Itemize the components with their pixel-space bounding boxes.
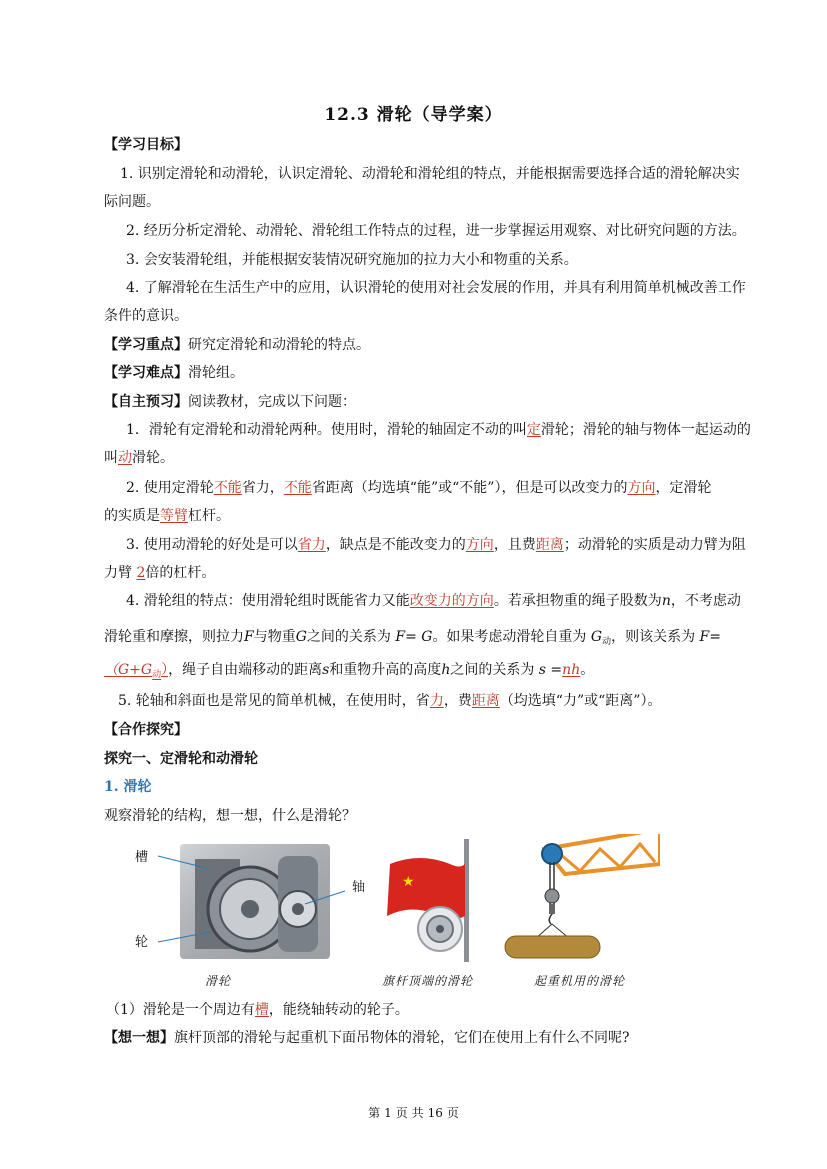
- footer-page-number: 1: [384, 1106, 392, 1120]
- explore-1-heading: 探究一、定滑轮和动滑轮: [104, 751, 258, 767]
- q4-text-e: 与物重: [253, 629, 296, 645]
- svg-text:★: ★: [402, 874, 415, 890]
- q4-sub-dong: 动: [602, 637, 612, 647]
- footer-mid: 页 共: [395, 1106, 424, 1120]
- crane-image: [505, 834, 660, 958]
- q4-formula-3c: 。: [580, 662, 595, 678]
- q4-text-f: 之间的关系为: [306, 629, 391, 645]
- q3-text-c: ，且费: [493, 537, 536, 553]
- q3-text-d: ；动滑轮的实质是动力臂为阻: [563, 537, 746, 553]
- difficulty-point: [104, 363, 754, 383]
- think-label: 【想一想】: [104, 1030, 174, 1046]
- q4-var-n: n: [661, 593, 671, 609]
- preview-label: 【自主预习】: [104, 394, 188, 410]
- q3-answer-4: 2: [136, 565, 146, 581]
- think-text: 旗杆顶部的滑轮与起重机下面吊物体的滑轮，它们在使用上有什么不同呢?: [174, 1030, 630, 1046]
- think-prompt: [104, 1028, 754, 1048]
- q1-text-c: 叫: [104, 450, 118, 466]
- q4-text-d: 滑轮重和摩擦，则拉力: [104, 629, 244, 645]
- pulley-subheading: 1. 滑轮: [104, 779, 152, 795]
- objective-1-cont: 际问题。: [104, 194, 160, 210]
- q5-answer-2: 距离: [471, 693, 500, 709]
- question-2-cont: [104, 506, 754, 526]
- label-wheel: 轮: [135, 935, 149, 950]
- q4-text-g: 。如果考虑动滑轮自重为: [432, 629, 587, 645]
- observe-prompt: 观察滑轮的结构，想一想，什么是滑轮？: [104, 808, 356, 824]
- definition-text-b: ，能绕轴转动的轮子。: [268, 1002, 409, 1018]
- q2-answer-1: 不能: [213, 480, 242, 496]
- question-3-cont: [104, 563, 754, 583]
- q2-text-f: 杠杆。: [188, 508, 230, 524]
- definition-answer: 槽: [254, 1002, 269, 1018]
- q1-text-a: 1．滑轮有定滑轮和动滑轮两种。使用时，滑轮的轴固定不动的叫: [126, 422, 527, 438]
- q3-answer-3: 距离: [535, 537, 564, 553]
- label-groove: 槽: [135, 850, 149, 865]
- caption-pulley: 滑轮: [205, 974, 232, 988]
- preview-heading: [104, 392, 754, 412]
- q1-text-b: 滑轮；滑轮的轴与物体一起运动的: [540, 422, 751, 438]
- q4-text-h: ，则该关系为: [611, 629, 696, 645]
- q4-formula-3-answer: nh: [562, 662, 581, 678]
- caption-crane: 起重机用的滑轮: [534, 974, 626, 988]
- q1-answer-2: 动: [118, 450, 132, 466]
- q4-answer-1: 改变力的方向: [409, 593, 494, 609]
- label-axle: 轴: [352, 880, 366, 895]
- flagpole-image: [387, 839, 469, 962]
- pulley-definition: [106, 1000, 756, 1020]
- objective-4-cont: 条件的意识。: [104, 308, 188, 324]
- footer-pre: 第: [368, 1106, 381, 1120]
- q2-text-d: ，定滑轮: [655, 480, 712, 496]
- key-text: 研究定滑轮和动滑轮的特点。: [188, 337, 370, 353]
- q4-var-h: h: [441, 662, 451, 678]
- objectives-heading: 【学习目标】: [104, 137, 188, 153]
- difficulty-text: 滑轮组。: [188, 365, 244, 381]
- q3-answer-1: 省力: [297, 537, 326, 553]
- objective-4: 4. 了解滑轮在生活生产中的应用，认识滑轮的使用对社会发展的作用，并具有利用简单机械改善工作: [126, 280, 746, 296]
- q5-text-a: 5. 轮轴和斜面也是常见的简单机械，在使用时，省: [118, 693, 430, 709]
- caption-flagpole: 旗杆顶端的滑轮: [382, 974, 474, 988]
- q5-text-c: （均选填“力”或“距离”）。: [499, 693, 662, 709]
- question-1-cont: [104, 448, 754, 468]
- q4-text-k: 之间的关系为: [450, 662, 535, 678]
- question-4-cont-1: [104, 627, 754, 652]
- objective-2: 2. 经历分析定滑轮、动滑轮、滑轮组工作特点的过程，进一步掌握运用观察、对比研究问题的方法。: [126, 223, 746, 239]
- q4-formula-2-sub: 动: [152, 670, 162, 680]
- q2-text-b: 省力，: [241, 480, 284, 496]
- q1-answer-1: 定: [526, 422, 541, 438]
- q3-text-a: 3. 使用动滑轮的好处是可以: [126, 537, 298, 553]
- q4-text-j: 和重物升高的高度: [329, 662, 442, 678]
- question-3: [126, 535, 776, 555]
- q2-answer-3: 方向: [627, 480, 656, 496]
- q1-text-d: 滑轮。: [132, 450, 174, 466]
- question-4-cont-2: [104, 660, 754, 685]
- objective-1: 1. 识别定滑轮和动滑轮，认识定滑轮、动滑轮和滑轮组的特点，并能根据需要选择合适的滑轮解决实: [120, 166, 740, 182]
- definition-text-a: （1）滑轮是一个周边有: [106, 1002, 255, 1018]
- q4-var-F2: F=: [699, 629, 721, 645]
- q4-var-s: s: [322, 662, 330, 678]
- question-5: [118, 691, 768, 711]
- q4-text-i: ，绳子自由端移动的距离: [168, 662, 323, 678]
- key-label: 【学习重点】: [104, 337, 188, 353]
- q3-text-e: 力臂: [104, 565, 132, 581]
- pulley-photo: [180, 844, 330, 959]
- preview-intro: 阅读教材，完成以下问题：: [188, 394, 356, 410]
- footer-post: 页: [446, 1106, 459, 1120]
- q3-text-f: 倍的杠杆。: [145, 565, 216, 581]
- q2-answer-2: 不能: [283, 480, 312, 496]
- difficulty-label: 【学习难点】: [104, 365, 188, 381]
- q4-formula-2-close: ）: [161, 662, 169, 678]
- question-2: [126, 478, 776, 498]
- q2-text-e: 的实质是: [104, 508, 160, 524]
- question-1: [126, 420, 776, 440]
- q2-text-c: 省距离（均选填“能”或“不能”），但是可以改变力的: [311, 480, 628, 496]
- q5-answer-1: 力: [429, 693, 444, 709]
- q4-var-G: G: [295, 629, 307, 645]
- page-title: 12.3 滑轮（导学案）: [324, 105, 503, 125]
- page-footer: [0, 1104, 827, 1121]
- key-point: [104, 335, 754, 355]
- q3-text-b: ，缺点是不能改变力的: [325, 537, 466, 553]
- cooperation-heading: 【合作探究】: [104, 722, 188, 738]
- q3-answer-2: 方向: [465, 537, 494, 553]
- q5-text-b: ，费: [443, 693, 472, 709]
- q4-formula-1: F= G: [395, 629, 433, 645]
- q2-text-a: 2. 使用定滑轮: [126, 480, 214, 496]
- question-4: [126, 591, 776, 611]
- q4-text-b: 。若承担物重的绳子股数为: [493, 593, 662, 609]
- q4-text-a: 4. 滑轮组的特点：使用滑轮组时既能省力又能: [126, 593, 410, 609]
- pulley-figures: [140, 834, 660, 964]
- q4-var-Gdong: G: [590, 629, 603, 645]
- q4-formula-2: （G+G: [104, 662, 153, 678]
- objective-3: 3. 会安装滑轮组，并能根据安装情况研究施加的拉力大小和物重的关系。: [126, 252, 578, 268]
- q4-text-c: ，不考虑动: [670, 593, 741, 609]
- q4-var-F: F: [244, 629, 254, 645]
- q4-formula-3a: s =: [538, 662, 563, 678]
- footer-total-pages: 16: [427, 1106, 443, 1120]
- q2-answer-4: 等臂: [160, 508, 188, 524]
